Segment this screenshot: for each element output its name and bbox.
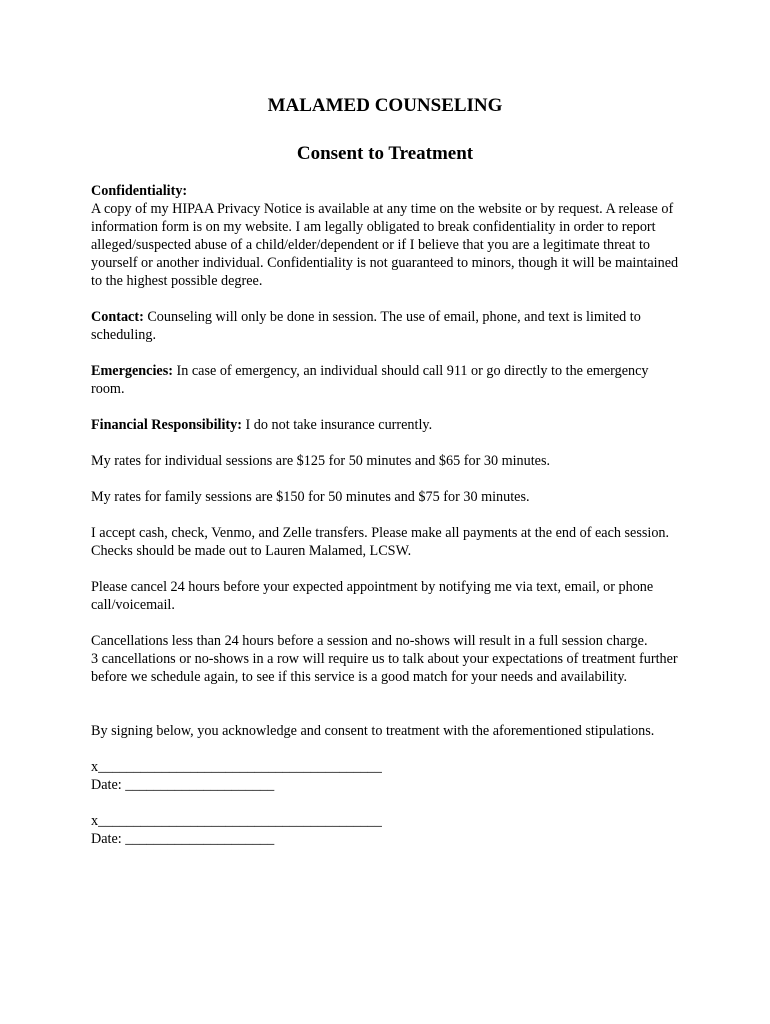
payment-methods: I accept cash, check, Venmo, and Zelle transfers. Please make all payments at the end of each session. Checks should be made out to Lauren Malamed, LCSW. <box>91 525 670 559</box>
contact-text: Counseling will only be done in session. The use of email, phone, and text is limited to scheduling. <box>91 309 641 343</box>
emergencies-label: Emergencies: <box>91 363 173 379</box>
repeat-cancellation-policy: 3 cancellations or no-shows in a row will require us to talk about your expectations of treatment further before we schedule again, to see if this service is a good match for your needs and availability. <box>91 651 678 685</box>
confidentiality-section <box>91 182 681 290</box>
contact-section <box>91 308 681 344</box>
financial-section <box>91 416 681 434</box>
cancellation-notice: Please cancel 24 hours before your expected appointment by notifying me via text, email, or phone call/voicemail. <box>91 579 654 613</box>
signature-block-2 <box>91 812 681 848</box>
financial-text: I do not take insurance currently. <box>245 417 433 433</box>
signature-block-1 <box>91 758 681 794</box>
contact-label: Contact: <box>91 309 144 325</box>
signature-line[interactable]: x________________________________________ <box>91 759 382 775</box>
emergencies-section <box>91 362 681 398</box>
date-line[interactable]: Date: _____________________ <box>91 831 275 847</box>
date-line[interactable]: Date: _____________________ <box>91 777 275 793</box>
signature-line[interactable]: x________________________________________ <box>91 813 382 829</box>
confidentiality-label: Confidentiality: <box>91 183 188 199</box>
acknowledgement-text: By signing below, you acknowledge and consent to treatment with the aforementioned stipulations. <box>91 723 655 739</box>
document-body <box>91 182 681 866</box>
page-subtitle: Consent to Treatment <box>296 143 474 164</box>
page-title: MALAMED COUNSELING <box>267 95 503 116</box>
family-rates: My rates for family sessions are $150 for 50 minutes and $75 for 30 minutes. <box>91 489 530 505</box>
financial-label: Financial Responsibility: <box>91 417 242 433</box>
confidentiality-text: A copy of my HIPAA Privacy Notice is available at any time on the website or by request. A release of information form is on my website. I am legally obligated to break confidentiality in order to report alleged/suspected abuse of a child/elder/dependent or if I believe that you are a legitimate threat to yourself or another individual. Confidentiality is not guaranteed to minors, though it will be maintained to the highest possible degree. <box>91 201 679 289</box>
late-cancellation-policy: Cancellations less than 24 hours before a session and no-shows will result in a full session charge. <box>91 633 648 649</box>
individual-rates: My rates for individual sessions are $125 for 50 minutes and $65 for 30 minutes. <box>91 453 551 469</box>
emergencies-text: In case of emergency, an individual should call 911 or go directly to the emergency room. <box>91 363 649 397</box>
